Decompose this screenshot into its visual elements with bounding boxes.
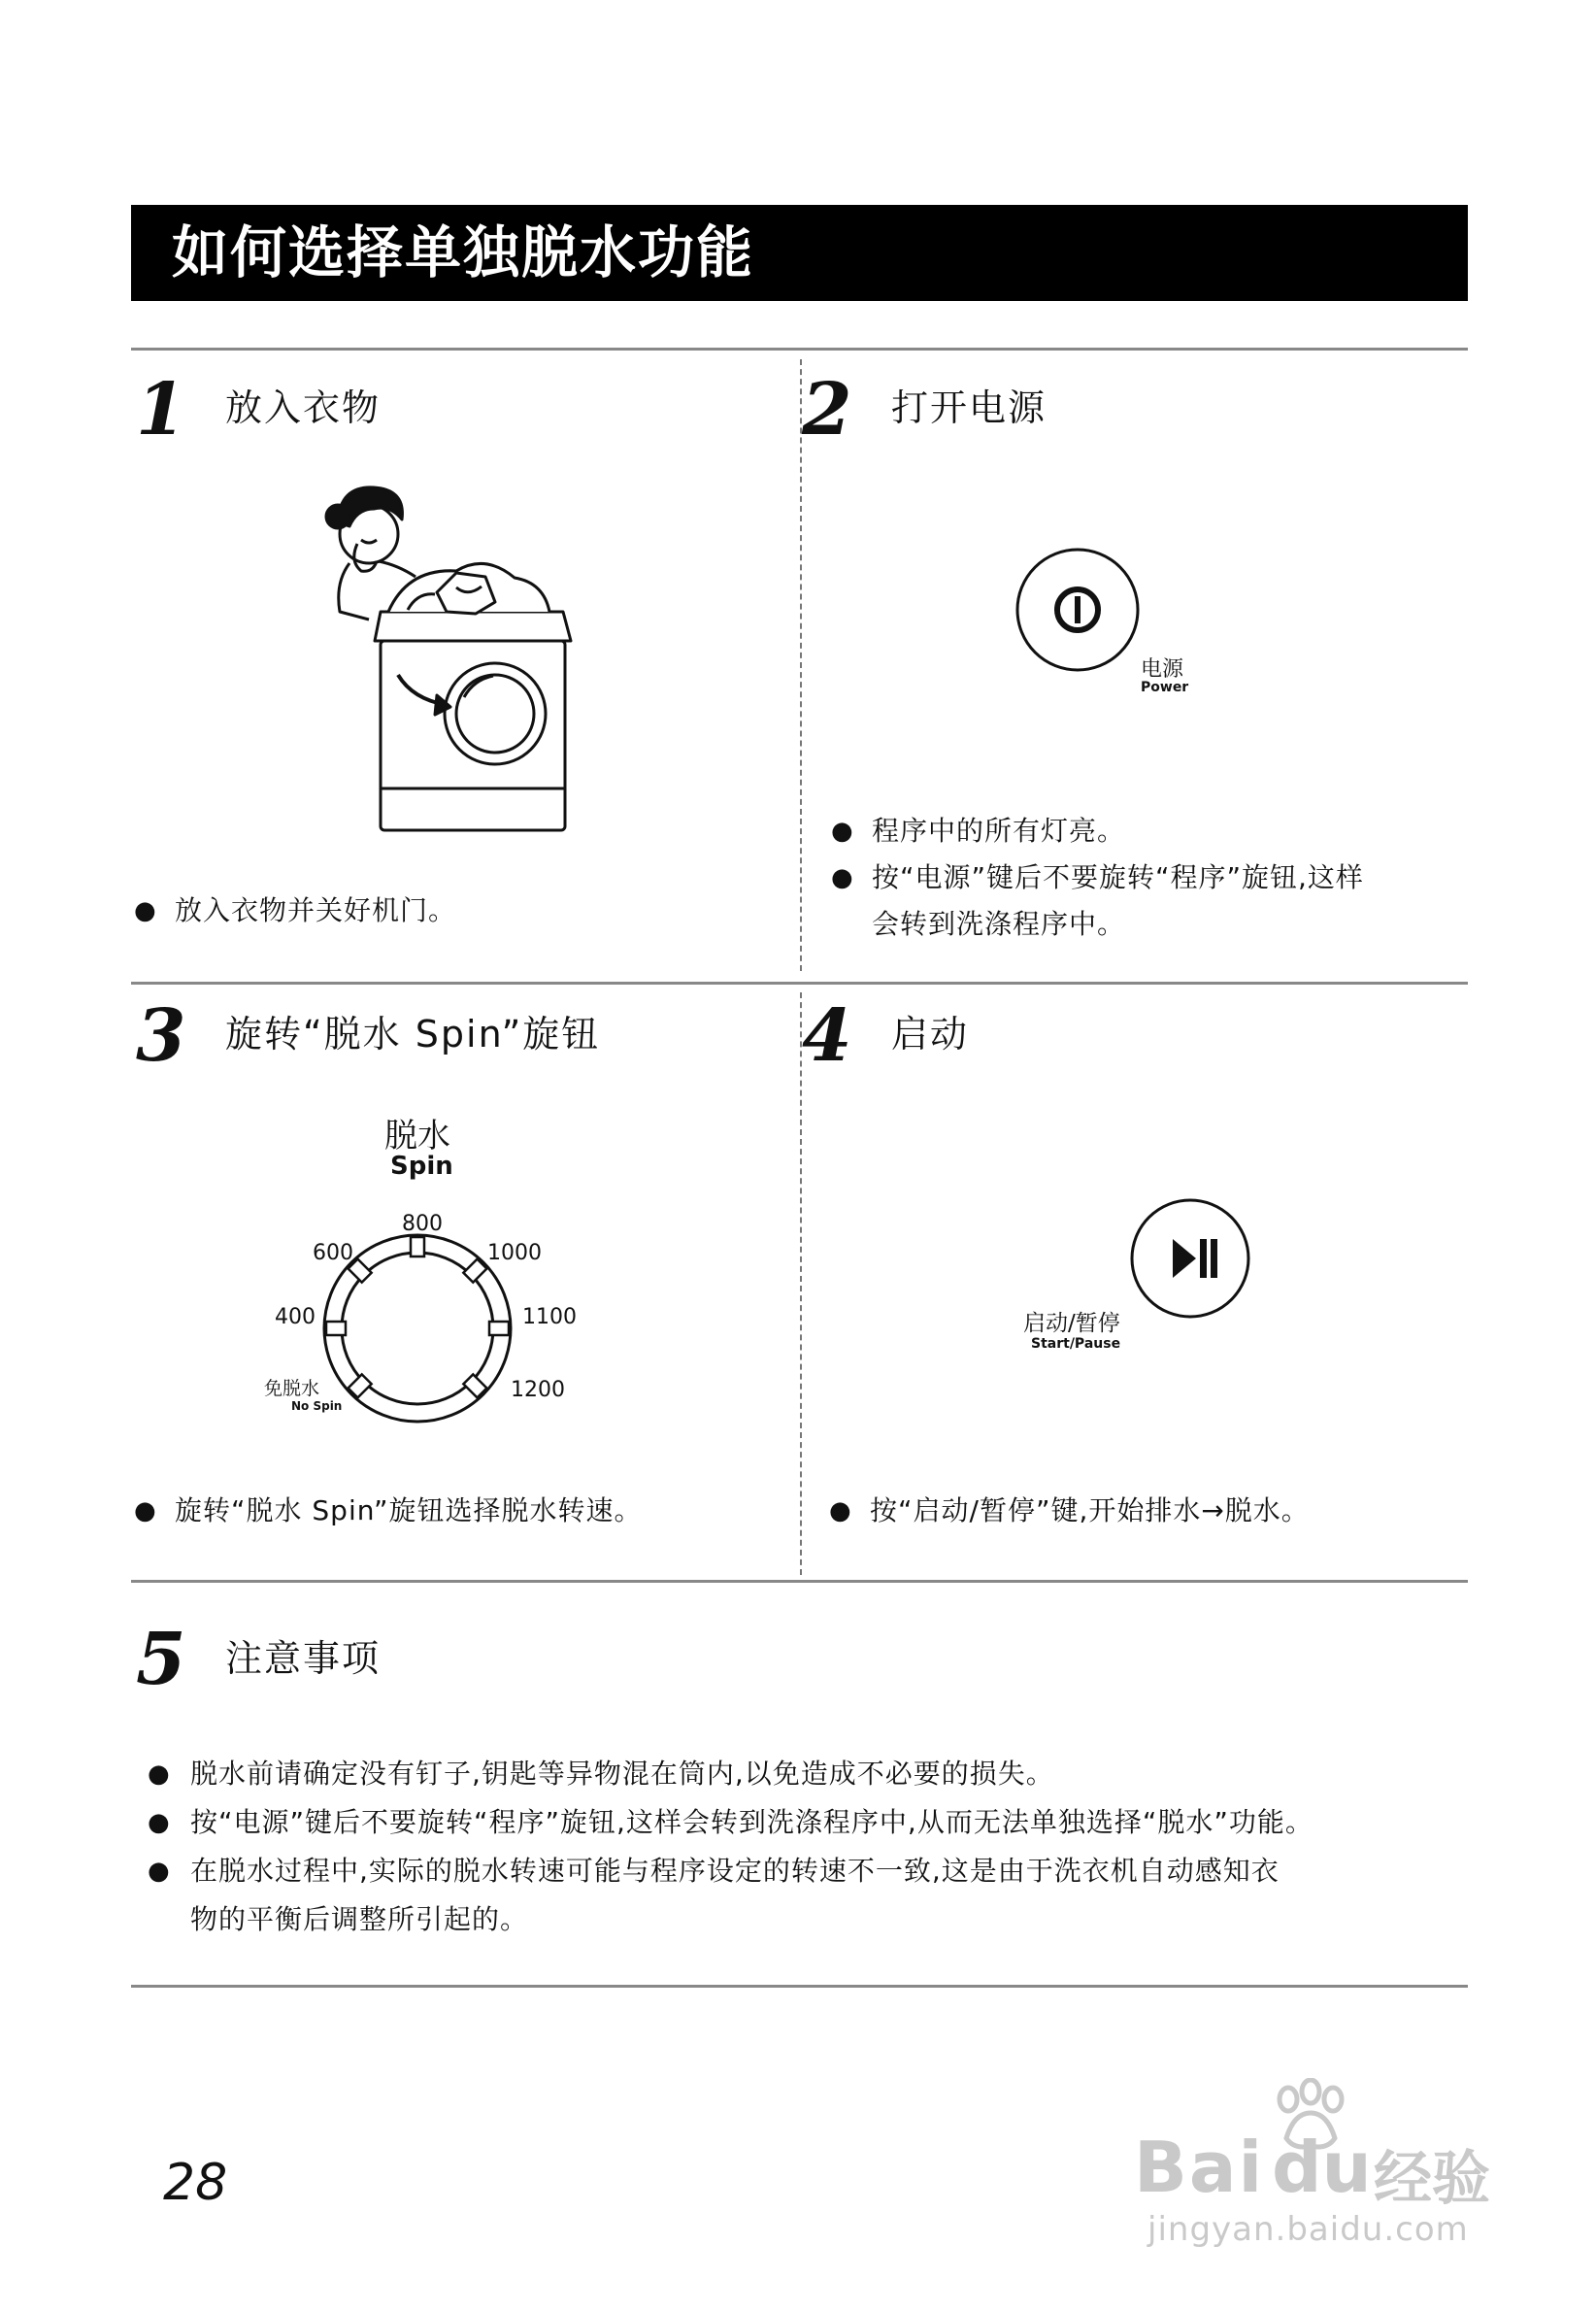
dial-speed-800: 800 bbox=[402, 1212, 443, 1236]
divider-vertical-lower bbox=[800, 992, 802, 1575]
divider-top bbox=[131, 348, 1468, 351]
bullet-text: 脱水前请确定没有钉子,钥匙等异物混在筒内,以免造成不必要的损失。 bbox=[190, 1758, 1054, 1790]
bullet-dot: ● bbox=[148, 1808, 171, 1837]
divider-bottom bbox=[131, 1580, 1468, 1583]
step-title: 启动 bbox=[891, 1013, 970, 1055]
bullet-text: 程序中的所有灯亮。 bbox=[872, 815, 1126, 847]
bullet-text: 按“电源”键后不要旋转“程序”旋钮,这样会转到洗涤程序中,从而无法单独选择“脱水”功能。 bbox=[190, 1806, 1313, 1838]
bullet-dot: ● bbox=[134, 896, 157, 925]
watermark-brand-du: du bbox=[1272, 2127, 1372, 2208]
bullet-text: 旋转“脱水 Spin”旋钮选择脱水转速。 bbox=[175, 1494, 643, 1526]
watermark-url: jingyan.baidu.com bbox=[1147, 2210, 1469, 2249]
dial-no-spin-cn: 免脱水 bbox=[264, 1378, 320, 1399]
dial-label-cn: 脱水 bbox=[384, 1117, 450, 1156]
step-number: 5 bbox=[136, 1618, 186, 1701]
step-number: 1 bbox=[136, 368, 186, 452]
power-label-cn: 电源 bbox=[1141, 657, 1184, 682]
step-number: 3 bbox=[136, 994, 186, 1078]
bullet-dot: ● bbox=[134, 1496, 157, 1525]
dial-speed-600: 600 bbox=[313, 1241, 353, 1265]
step-title: 旋转“脱水 Spin”旋钮 bbox=[225, 1013, 601, 1055]
bullet-text: 按“电源”键后不要旋转“程序”旋钮,这样 bbox=[872, 861, 1364, 893]
bullet-text-continued: 会转到洗涤程序中。 bbox=[872, 908, 1126, 940]
step-number: 4 bbox=[802, 994, 852, 1078]
bullet-text: 放入衣物并关好机门。 bbox=[175, 894, 457, 926]
step-title: 打开电源 bbox=[891, 386, 1047, 429]
power-label-en: Power bbox=[1141, 680, 1189, 695]
page-title: 如何选择单独脱水功能 bbox=[131, 205, 1468, 301]
dial-speed-1000: 1000 bbox=[487, 1241, 542, 1265]
power-button[interactable] bbox=[1014, 546, 1142, 674]
dial-speed-400: 400 bbox=[275, 1305, 316, 1329]
step-number: 2 bbox=[802, 368, 852, 452]
bullet-dot: ● bbox=[148, 1759, 171, 1789]
dial-no-spin-en: No Spin bbox=[291, 1399, 343, 1413]
bullet-text: 在脱水过程中,实际的脱水转速可能与程序设定的转速不一致,这是由于洗衣机自动感知衣 bbox=[190, 1855, 1280, 1887]
dial-speed-1200: 1200 bbox=[511, 1378, 565, 1402]
divider-middle bbox=[131, 982, 1468, 985]
bullet-dot: ● bbox=[831, 863, 854, 892]
loading-laundry-illustration bbox=[320, 476, 582, 845]
dial-speed-1100: 1100 bbox=[522, 1305, 577, 1329]
bullet-dot: ● bbox=[148, 1857, 171, 1886]
watermark-brand-cn: 经验 bbox=[1374, 2145, 1490, 2213]
bullet-dot: ● bbox=[831, 817, 854, 846]
start-pause-label-en: Start/Pause bbox=[1031, 1336, 1121, 1352]
bullet-dot: ● bbox=[829, 1496, 852, 1525]
step-title: 放入衣物 bbox=[225, 386, 382, 429]
bullet-text: 按“启动/暂停”键,开始排水→脱水。 bbox=[870, 1494, 1310, 1526]
bullet-text-continued: 物的平衡后调整所引起的。 bbox=[190, 1903, 529, 1935]
start-pause-label-cn: 启动/暂停 bbox=[1023, 1311, 1120, 1336]
divider-end bbox=[131, 1985, 1468, 1988]
start-pause-button[interactable] bbox=[1128, 1196, 1252, 1321]
step-title: 注意事项 bbox=[225, 1637, 382, 1680]
dial-label-en: Spin bbox=[390, 1152, 453, 1181]
page-number: 28 bbox=[163, 2154, 228, 2212]
watermark-brand: Bai bbox=[1134, 2127, 1265, 2208]
